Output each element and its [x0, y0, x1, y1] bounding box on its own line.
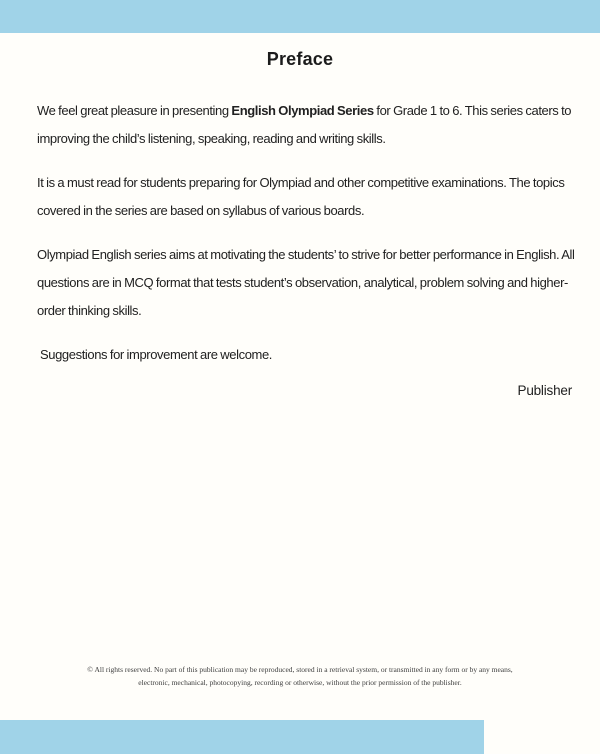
- copyright-line-2: electronic, mechanical, photocopying, recording or otherwise, without the prior permission of the publisher.: [138, 677, 462, 687]
- copyright-notice: [0, 664, 600, 689]
- bottom-accent-bar: [0, 720, 484, 754]
- paragraph-3: Olympiad English series aims at motivating the students’ to strive for better performance in English. All questions are in MCQ format that tests student’s observation, analytical, problem solving and higher-order thinking skills.: [37, 247, 575, 318]
- paragraph-1-text-pre: We feel great pleasure in presenting: [37, 103, 232, 118]
- paragraph-2: It is a must read for students preparing for Olympiad and other competitive examinations. The topics covered in the series are based on syllabus of various boards.: [37, 175, 565, 218]
- preface-body: [37, 97, 577, 385]
- series-name-bold: English Olympiad Series: [231, 103, 374, 118]
- page-title: Preface: [266, 49, 334, 69]
- paragraph-1-text-post: for Grade 1 to 6. This series caters to improving the child’s listening, speaking, reading and writing skills.: [37, 103, 572, 146]
- copyright-line-1: © All rights reserved. No part of this publication may be reproduced, stored in a retrieval system, or transmitted in any form or by any means,: [87, 665, 513, 674]
- paragraph-1: [37, 97, 577, 153]
- top-accent-bar: [0, 0, 600, 33]
- paragraph-4: Suggestions for improvement are welcome.: [40, 347, 273, 362]
- publisher-signature: Publisher: [517, 383, 572, 398]
